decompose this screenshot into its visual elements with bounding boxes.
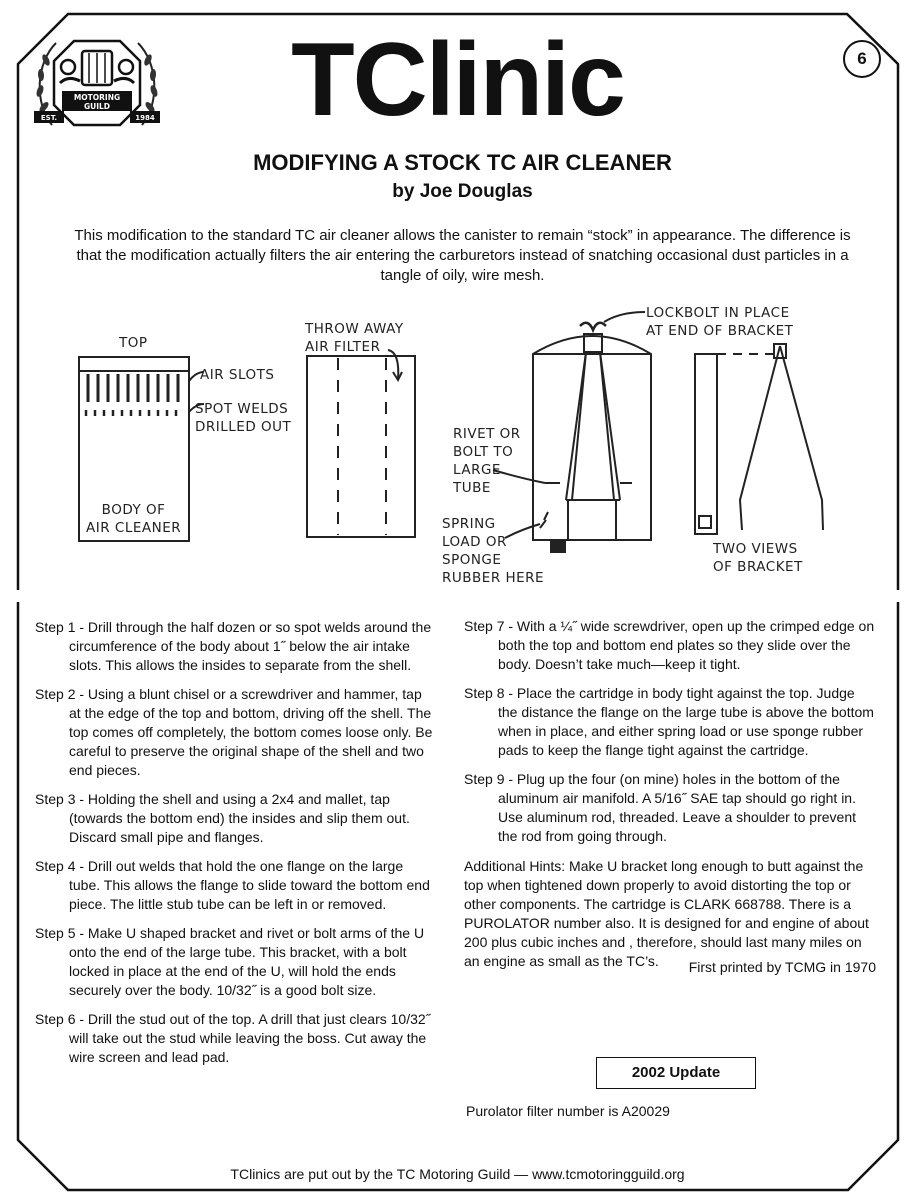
page-title: TClinic [291, 22, 624, 138]
label-rivet: RIVET OR BOLT TO LARGE TUBE [453, 426, 521, 496]
update-heading-box: 2002 Update [596, 1057, 756, 1089]
step-item: Step 1 - Drill through the half dozen or so spot welds around the circumference of the body about 1˝ below the air intake slots. This allows the insides to separate from the shell. [35, 619, 432, 673]
label-lockbolt: LOCKBOLT IN PLACE AT END OF BRACKET [646, 305, 794, 339]
article-intro: This modification to the standard TC air cleaner allows the canister to remain “stock” in appearance. The difference is that the modification actually filters the air entering the carburetors instead of snatching occasional dust particles in a tangle of oily, wire mesh. [74, 227, 851, 284]
label-top: TOP [119, 335, 148, 351]
label-spot-welds: SPOT WELDS DRILLED OUT [195, 401, 292, 435]
step-item: Step 3 - Holding the shell and using a 2x4 and mallet, tap (towards the bottom end) the insides and slip them out. Discard small pipe and flanges. [35, 791, 410, 845]
logo-line1: MOTORING [73, 93, 121, 102]
article-author: by Joe Douglas [392, 181, 533, 202]
logo-line2: GUILD [83, 102, 111, 111]
label-body: BODY OF AIR CLEANER [86, 502, 182, 536]
step-item: Step 9 - Plug up the four (on mine) holes in the bottom of the aluminum air manifold. A 5/16˝ SAE tap should go right in. Use aluminum rod, threaded. Leave a shoulder to prevent the rod from going through. [464, 771, 856, 844]
first-printed-note: First printed by TCMG in 1970 [688, 959, 876, 975]
step-item: Step 8 - Place the cartridge in body tight against the top. Judge the distance the flange on the large tube is above the bottom when in place, and either spring load or use sponge rubber pads to keep the flange tight against the cartridge. [464, 685, 874, 758]
logo-est: EST. [40, 114, 58, 122]
update-text: Purolator filter number is A20029 [466, 1103, 670, 1119]
label-throw-away-filter: THROW AWAY AIR FILTER [305, 321, 404, 355]
steps-left-column [35, 618, 435, 1067]
additional-hints: Additional Hints: Make U bracket long enough to butt against the top when tightened down properly to avoid distorting the top or other components. The cartridge is CLARK 668788. There is a PUROLATOR number also. It is designed for and engine of about 200 plus cubic inches and , therefore, should last many miles on an engine as small as the TC’s. [464, 858, 869, 969]
article-title: MODIFYING A STOCK TC AIR CLEANER [253, 150, 672, 175]
step-item: Step 4 - Drill out welds that hold the one flange on the large tube. This allows the flange to slide toward the bottom end piece. The little stub tube can be left in or removed. [35, 858, 430, 912]
label-spring: SPRING LOAD OR SPONGE RUBBER HERE [442, 516, 545, 586]
step-item: Step 5 - Make U shaped bracket and rivet or bolt arms of the U onto the end of the large tube. This bracket, with a bolt locked in place at the end of the U, will hold the ends securely over the body. 10/32˝ is a good bolt size. [35, 925, 425, 998]
step-item: Step 6 - Drill the stud out of the top. A drill that just clears 10/32˝ will take out the stud while leaving the boss. Cut away the wire screen and lead pad. [35, 1011, 431, 1065]
step-item: Step 7 - With a ¼˝ wide screwdriver, open up the crimped edge on both the top and bottom end plates so they slide over the body. Doesn’t take much—keep it tight. [464, 618, 875, 672]
step-item: Step 2 - Using a blunt chisel or a screwdriver and hammer, tap at the edge of the top and bottom, driving off the shell. The top comes off completely, the bottom comes loose only. Be careful to preserve the original shape of the shell and two end pieces. [35, 686, 433, 778]
steps-right-column [464, 617, 876, 975]
logo-year: 1984 [135, 114, 155, 122]
page-footer: TClinics are put out by the TC Motoring Guild — www.tcmotoringguild.org [230, 1166, 685, 1182]
label-air-slots: AIR SLOTS [200, 367, 275, 383]
label-two-views: TWO VIEWS OF BRACKET [713, 541, 803, 575]
page-number-badge: 6 [843, 40, 881, 78]
